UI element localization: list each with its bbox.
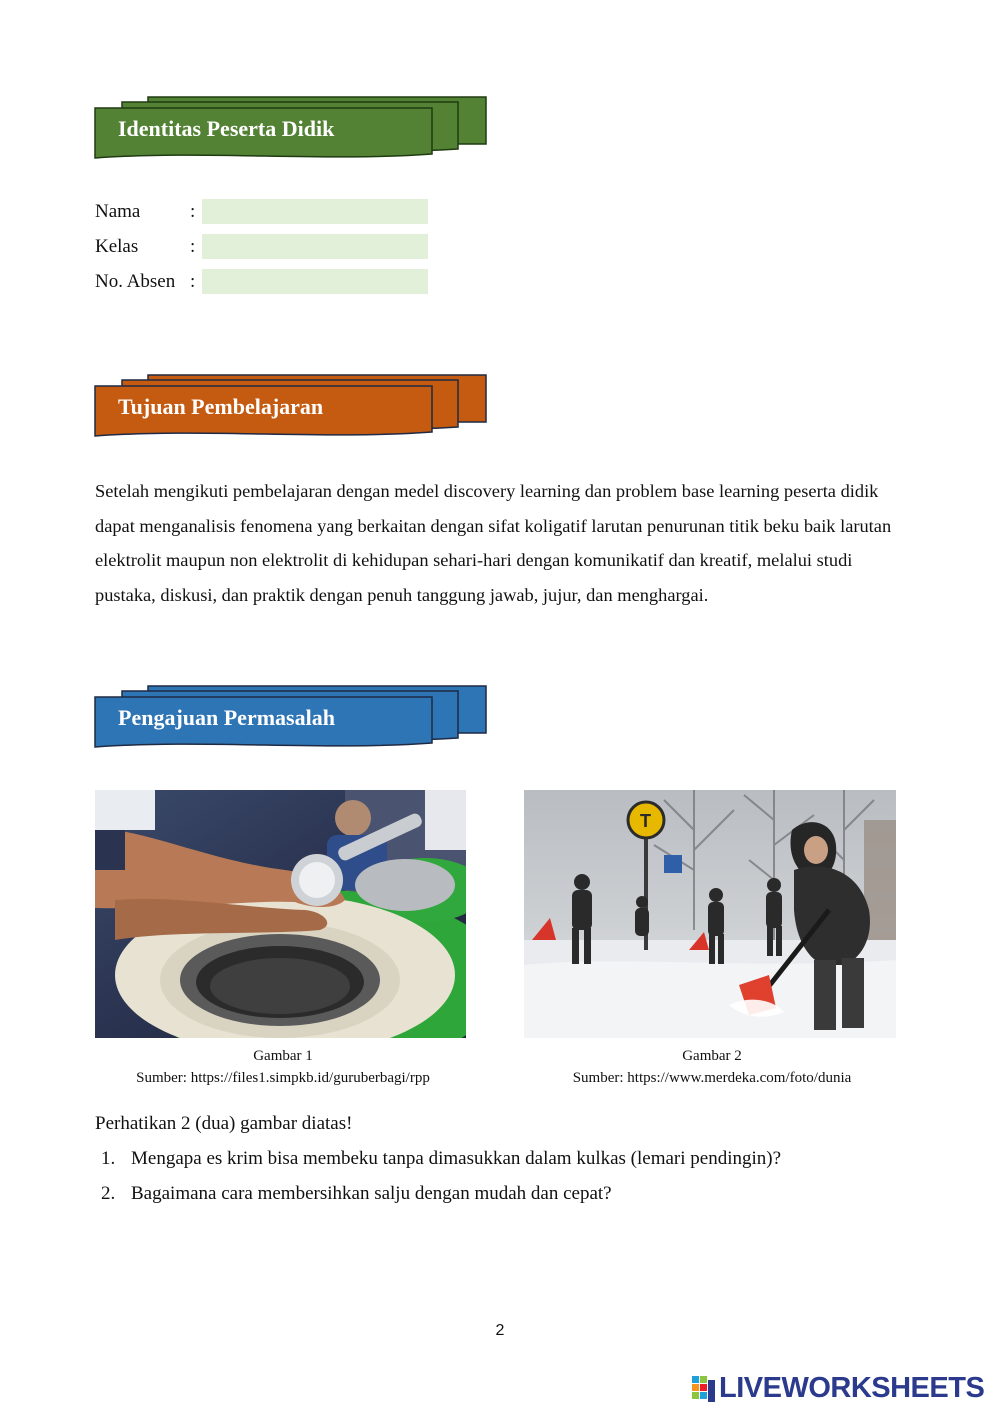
question-intro: Perhatikan 2 (dua) gambar diatas! (95, 1113, 353, 1134)
figure-source: Sumber: https://www.merdeka.com/foto/dunia (572, 1070, 852, 1086)
ice-cream-photo (95, 790, 466, 1038)
figure-label: Gambar 2 (682, 1048, 742, 1064)
logo-text: LIVEWORKSHEETS (719, 1372, 985, 1404)
nama-input[interactable] (202, 199, 428, 224)
kelas-input[interactable] (202, 234, 428, 259)
goals-section-banner (94, 374, 488, 444)
learning-goals-paragraph: Setelah mengikuti pembelajaran dengan medel discovery learning dan problem base learning peserta didik dapat menganalisis fenomena yang berkaitan dengan sifat koligatif larutan penurunan titik beku baik larutan elektrolit maupun non elektrolit di kehidupan sehari-hari dengan komunikatif dan kreatif, melalui studi pustaka, diskusi, dan praktik dengan penuh tanggung jawab, jujur, dan menghargai. (95, 481, 892, 606)
identity-section-banner (94, 96, 488, 166)
snow-scene-illustration (524, 790, 896, 1038)
liveworksheets-logo-icon (692, 1376, 716, 1406)
snow-shoveling-photo (524, 790, 896, 1038)
question-text: Mengapa es krim bisa membeku tanpa dimasukkan dalam kulkas (lemari pendingin)? (131, 1148, 782, 1169)
problem-section-banner (94, 685, 488, 755)
figure-1-caption (95, 1045, 471, 1089)
figure-source: Sumber: https://files1.simpkb.id/guruberbagi/rpp (136, 1070, 430, 1086)
liveworksheets-logo (692, 1372, 992, 1408)
question-text: Bagaimana cara membersihkan salju dengan mudah dan cepat? (131, 1183, 612, 1204)
question-number: 2. (101, 1183, 116, 1204)
figure-2-caption (524, 1045, 900, 1089)
field-label: Nama (95, 201, 141, 222)
field-label: Kelas (95, 236, 139, 257)
no-absen-input[interactable] (202, 269, 428, 294)
section-title: Tujuan Pembelajaran (118, 394, 324, 419)
field-label: No. Absen (95, 271, 176, 292)
field-colon: : (190, 236, 196, 257)
question-number: 1. (101, 1148, 116, 1169)
field-colon: : (190, 271, 196, 292)
svg-text:T: T (640, 811, 651, 831)
figure-label: Gambar 1 (253, 1048, 313, 1064)
page-number: 2 (495, 1322, 505, 1339)
ice-cream-scene-illustration (95, 790, 466, 1038)
field-colon: : (190, 201, 196, 222)
section-title: Pengajuan Permasalah (118, 705, 335, 730)
section-title: Identitas Peserta Didik (118, 116, 335, 141)
